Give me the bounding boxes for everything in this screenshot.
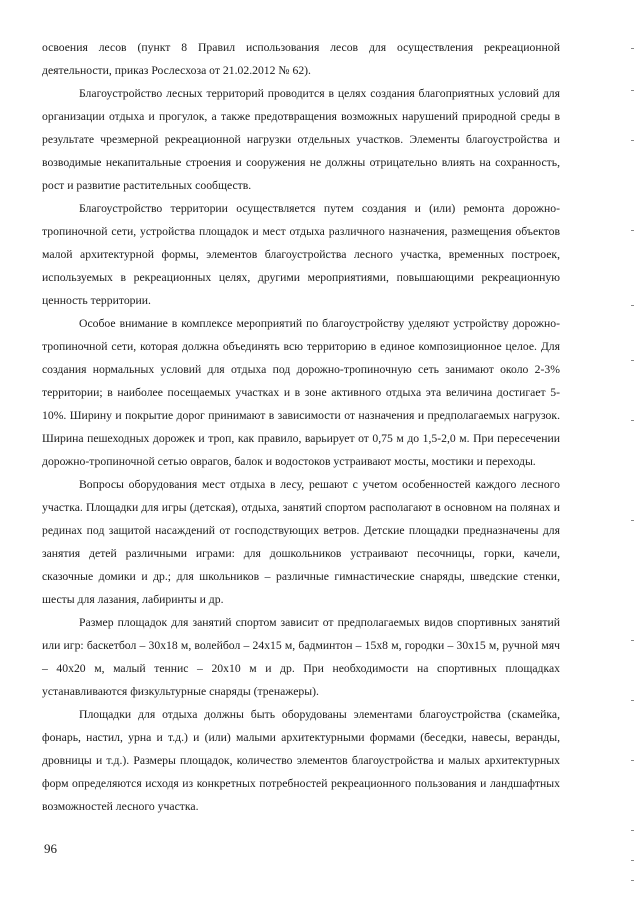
paragraph-3: Благоустройство территории осуществляется путем создания и (или) ремонта дорожно-тропиночной сети, устройства площадок и мест отдыха различного назначения, размещения объектов малой архитектурной формы, элементов благоустройства лесного участка, временных построек, используемых в рекреационных целях, другими мероприятиями, повышающими рекреационную ценность территории.	[42, 202, 560, 307]
paragraph-4: Особое внимание в комплексе мероприятий по благоустройству уделяют устройству дорожно-тропиночной сети, которая должна объединять всю территорию в единое композиционное целое. Для создания нормальных условий для отдыха под дорожно-тропиночную сеть занимают около 2-3% территории; в наиболее посещаемых участках и в зоне активного отдыха эта величина достигает 5-10%. Ширину и покрытие дорог принимают в зависимости от назначения и предполагаемых нагрузок. Ширина пешеходных дорожек и троп, как правило, варьирует от 0,75 м до 1,5-2,0 м. При пересечении дорожно-тропиночной сетью оврагов, балок и водостоков устраивают мосты, мостики и переходы.	[42, 317, 560, 468]
paragraph-1: освоения лесов (пункт 8 Правил использования лесов для осуществления рекреационной деятельности, приказ Рослесхоза от 21.02.2012 № 62).	[42, 41, 560, 77]
paragraph-7: Площадки для отдыха должны быть оборудованы элементами благоустройства (скамейка, фонарь, настил, урна и т.д.) и (или) малыми архитектурными формами (беседки, навесы, веранды, дровницы и т.д.). Размеры площадок, количество элементов благоустройства и малых архитектурных форм определяются исходя из конкретных потребностей рекреационного пользования и ландшафтных возможностей лесного участка.	[42, 708, 560, 813]
document-body	[42, 36, 560, 818]
page-number: 96	[44, 841, 57, 856]
scan-edge-marks	[620, 0, 640, 905]
paragraph-5: Вопросы оборудования мест отдыха в лесу, решают с учетом особенностей каждого лесного участка. Площадки для игры (детская), отдыха, занятий спортом располагают в основном на полянах и рединах под защитой насаждений от господствующих ветров. Детские площадки предназначены для занятия детей различными играми: для дошкольников устраивают песочницы, горки, качели, сказочные домики и др.; для школьников – различные гимнастические снаряды, шведские стенки, шесты для лазания, лабиринты и др.	[42, 478, 560, 606]
paragraph-6: Размер площадок для занятий спортом зависит от предполагаемых видов спортивных занятий или игр: баскетбол – 30х18 м, волейбол – 24х15 м, бадминтон – 15х8 м, городки – 30х15 м, ручной мяч – 40х20 м, малый теннис – 20х10 м и др. При необходимости на спортивных площадках устанавливаются физкультурные снаряды (тренажеры).	[42, 616, 560, 698]
paragraph-2: Благоустройство лесных территорий проводится в целях создания благоприятных условий для организации отдыха и прогулок, а также предотвращения возможных нарушений природной среды в результате чрезмерной рекреационной нагрузки отдельных участков. Элементы благоустройства и возводимые некапитальные строения и сооружения не должны отрицательно влиять на сохранность, рост и развитие растительных сообществ.	[42, 87, 560, 192]
